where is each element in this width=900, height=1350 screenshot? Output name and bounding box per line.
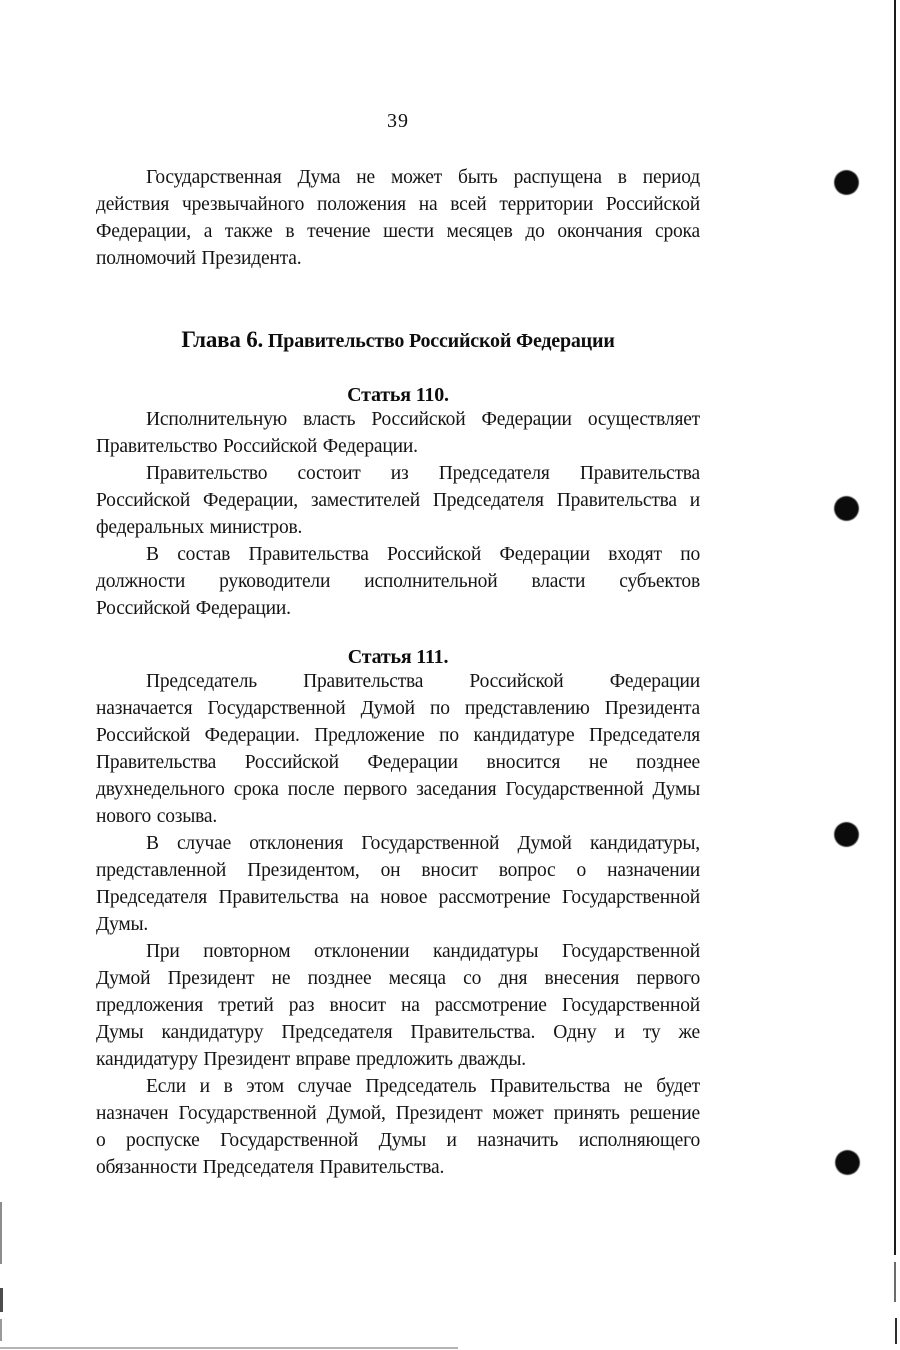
page-number: 39 [387, 110, 409, 132]
text-line: кандидатуру Президент вправе предложить дважды. [96, 1049, 526, 1070]
scan-edge-line-right-segment [895, 1318, 897, 1344]
scan-edge-line-right-segment [894, 1262, 896, 1302]
text-line: Российской Федерации. [96, 598, 291, 619]
scan-edge-line-bottom [0, 1347, 458, 1349]
chapter-title: Правительство Российской Федерации [267, 330, 615, 352]
text-line: представленной Президентом, он вносит вопрос о назначении [96, 860, 700, 881]
chapter-number: Глава 6. [181, 327, 264, 352]
text-line: предложения третий раз вносит на рассмотрение Государственной [96, 995, 700, 1016]
text-line: назначается Государственной Думой по представлению Президента [96, 698, 700, 719]
text-line: полномочий Президента. [96, 248, 302, 269]
article-111-body [96, 668, 700, 1181]
text-line: Думой Президент не позднее месяца со дня внесения первого [96, 968, 700, 989]
text-line: должности руководители исполнительной власти субъектов [96, 571, 700, 592]
text-line: Федерации, а также в течение шести месяцев до окончания срока [96, 221, 700, 242]
text-line: Правительства Российской Федерации вносится не позднее [96, 752, 700, 773]
text-line: действия чрезвычайного положения на всей территории Российской [96, 194, 700, 215]
registration-dot [835, 497, 858, 520]
article-110-heading: Статья 110. [347, 384, 449, 406]
chapter-heading [96, 326, 700, 355]
scan-edge-line-right [894, 0, 896, 1255]
registration-dot [835, 823, 858, 846]
text-line: Исполнительную власть Российской Федерации осуществляет [146, 409, 700, 430]
text-line: В случае отклонения Государственной Думой кандидатуры, [146, 833, 700, 854]
text-line: федеральных министров. [96, 517, 303, 538]
text-line: Председатель Правительства Российской Федерации [146, 671, 700, 692]
text-block [96, 0, 700, 1350]
scan-edge-line-left-segment [0, 1319, 2, 1341]
intro-paragraph [96, 164, 700, 272]
text-line: Российской Федерации. Предложение по кандидатуре Председателя [96, 725, 700, 746]
text-line: Председателя Правительства на новое рассмотрение Государственной [96, 887, 700, 908]
text-line: Думы кандидатуру Председателя Правительства. Одну и ту же [96, 1022, 700, 1043]
registration-dot [836, 1151, 859, 1174]
text-line: обязанности Председателя Правительства. [96, 1157, 445, 1178]
text-line: Государственная Дума не может быть распущена в период [146, 167, 700, 188]
scan-edge-line-left-segment [0, 1202, 2, 1264]
article-111-heading: Статья 111. [347, 646, 449, 668]
text-line: В состав Правительства Российской Федерации входят по [146, 544, 700, 565]
text-line: Правительство Российской Федерации. [96, 436, 418, 457]
text-line: Правительство состоит из Председателя Правительства [146, 463, 700, 484]
text-line: Если и в этом случае Председатель Правительства не будет [146, 1076, 700, 1097]
text-line: двухнедельного срока после первого заседания Государственной Думы [96, 779, 700, 800]
text-line: о роспуске Государственной Думы и назначить исполняющего [96, 1130, 700, 1151]
text-line: Думы. [96, 914, 149, 935]
text-line: нового созыва. [96, 806, 218, 827]
text-line: При повторном отклонении кандидатуры Государственной [146, 941, 700, 962]
text-line: назначен Государственной Думой, Президент может принять решение [96, 1103, 700, 1124]
scan-edge-line-left-segment [0, 1288, 3, 1312]
text-line: Российской Федерации, заместителей Председателя Правительства и [96, 490, 700, 511]
article-110-body [96, 406, 700, 622]
registration-dot [835, 171, 858, 194]
